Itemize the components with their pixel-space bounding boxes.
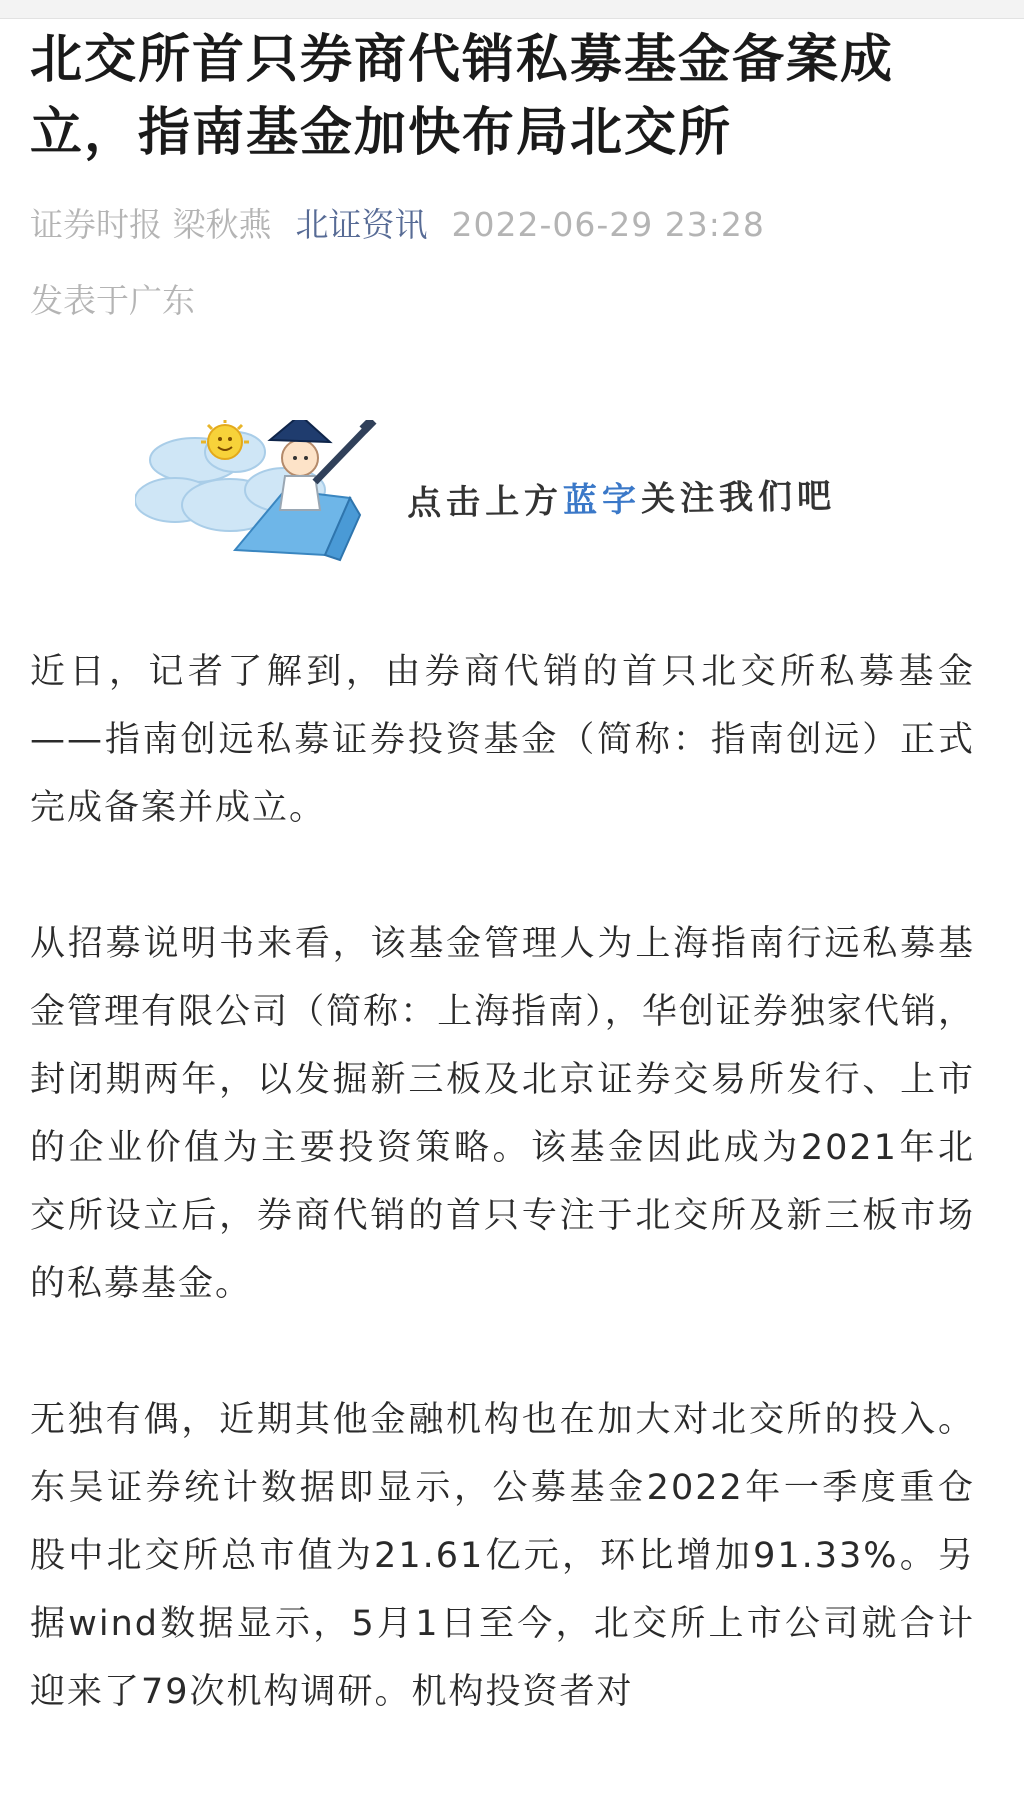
follow-banner[interactable] [135,420,875,570]
publish-datetime: 2022-06-29 23:28 [451,205,765,244]
article-title: 北交所首只券商代销私募基金备案成立，指南基金加快布局北交所 [30,30,895,163]
paragraph: 近日，记者了解到，由券商代销的首只北交所私募基金——指南创远私募证券投资基金（简称：指南创远）正式完成备案并成立。 [30,652,975,828]
follow-prompt-text: 点击上方蓝字关注我们吧 [406,476,837,524]
article-body [30,638,975,1794]
paragraph: 从招募说明书来看，该基金管理人为上海指南行远私募基金管理有限公司（简称：上海指南），华创证券独家代销，封闭期两年，以发掘新三板及北京证券交易所发行、上市的企业价值为主要投资策略。该基金因此成为2021年北交所设立后，券商代销的首只专注于北交所及新三板市场的私募基金。 [30,924,975,1304]
publish-location: 发表于广东 [30,281,195,320]
article-meta [30,200,975,326]
paragraph: 无独有偶，近期其他金融机构也在加大对北交所的投入。东吴证券统计数据即显示，公募基金2022年一季度重仓股中北交所总市值为21.61亿元，环比增加91.33%。另据wind数据显示，5月1日至今，北交所上市公司就合计迎来了79次机构调研。机构投资者对 [30,1400,975,1712]
article-source: 证券时报 梁秋燕 [30,205,272,244]
blue-text-highlight: 蓝字 [562,479,642,522]
top-bar [0,0,1024,19]
account-name-link[interactable]: 北证资讯 [295,205,428,244]
article-header [30,24,975,326]
